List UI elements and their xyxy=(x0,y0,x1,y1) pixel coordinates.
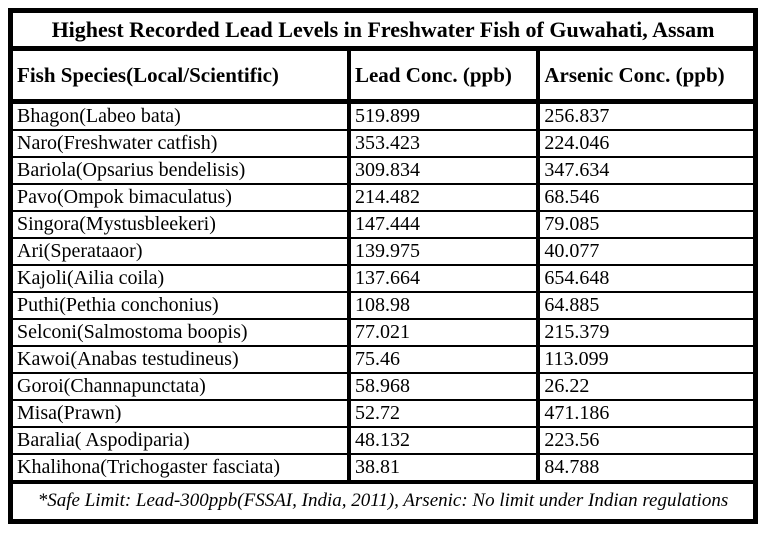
cell-species: Bariola(Opsarius bendelisis) xyxy=(13,157,349,184)
cell-lead: 309.834 xyxy=(349,157,538,184)
safe-limit-footnote: *Safe Limit: Lead-300ppb(FSSAI, India, 2011), Arsenic: No limit under Indian regulations xyxy=(13,480,753,519)
cell-lead: 75.46 xyxy=(349,346,538,373)
column-header-species: Fish Species(Local/Scientific) xyxy=(13,51,349,102)
table-row xyxy=(13,238,753,265)
cell-species: Khalihona(Trichogaster fasciata) xyxy=(13,454,349,480)
cell-arsenic: 223.56 xyxy=(538,427,753,454)
cell-species: Selconi(Salmostoma boopis) xyxy=(13,319,349,346)
cell-lead: 38.81 xyxy=(349,454,538,480)
cell-lead: 52.72 xyxy=(349,400,538,427)
header-row xyxy=(13,51,753,102)
cell-lead: 214.482 xyxy=(349,184,538,211)
table-row xyxy=(13,184,753,211)
cell-arsenic: 64.885 xyxy=(538,292,753,319)
cell-lead: 108.98 xyxy=(349,292,538,319)
table-row xyxy=(13,400,753,427)
table-row xyxy=(13,427,753,454)
table-row xyxy=(13,130,753,157)
table-row xyxy=(13,454,753,480)
table-row xyxy=(13,292,753,319)
cell-species: Baralia( Aspodiparia) xyxy=(13,427,349,454)
cell-species: Singora(Mystusbleekeri) xyxy=(13,211,349,238)
cell-lead: 48.132 xyxy=(349,427,538,454)
column-header-arsenic: Arsenic Conc. (ppb) xyxy=(538,51,753,102)
cell-species: Puthi(Pethia conchonius) xyxy=(13,292,349,319)
cell-arsenic: 347.634 xyxy=(538,157,753,184)
cell-lead: 58.968 xyxy=(349,373,538,400)
cell-lead: 77.021 xyxy=(349,319,538,346)
cell-lead: 147.444 xyxy=(349,211,538,238)
cell-lead: 519.899 xyxy=(349,102,538,131)
cell-lead: 353.423 xyxy=(349,130,538,157)
column-header-lead: Lead Conc. (ppb) xyxy=(349,51,538,102)
data-table xyxy=(13,51,753,480)
cell-lead: 137.664 xyxy=(349,265,538,292)
table-body xyxy=(13,102,753,481)
cell-arsenic: 471.186 xyxy=(538,400,753,427)
table-row xyxy=(13,265,753,292)
cell-arsenic: 215.379 xyxy=(538,319,753,346)
cell-species: Naro(Freshwater catfish) xyxy=(13,130,349,157)
cell-arsenic: 79.085 xyxy=(538,211,753,238)
cell-species: Kajoli(Ailia coila) xyxy=(13,265,349,292)
cell-arsenic: 224.046 xyxy=(538,130,753,157)
table-row xyxy=(13,319,753,346)
cell-species: Bhagon(Labeo bata) xyxy=(17,105,181,127)
table-row xyxy=(13,373,753,400)
table-title: Highest Recorded Lead Levels in Freshwater Fish of Guwahati, Assam xyxy=(13,13,753,51)
lead-levels-table xyxy=(8,8,758,524)
cell-species: Kawoi(Anabas testudineus) xyxy=(13,346,349,373)
cell-species: Ari(Sperataaor) xyxy=(13,238,349,265)
cell-arsenic: 84.788 xyxy=(538,454,753,480)
table-row xyxy=(13,157,753,184)
table-row xyxy=(13,211,753,238)
table-row xyxy=(13,102,753,131)
cell-arsenic: 40.077 xyxy=(538,238,753,265)
table-row xyxy=(13,346,753,373)
cell-arsenic: 654.648 xyxy=(538,265,753,292)
cell-arsenic: 113.099 xyxy=(538,346,753,373)
cell-species: Goroi(Channapunctata) xyxy=(13,373,349,400)
cell-lead: 139.975 xyxy=(349,238,538,265)
cell-species: Pavo(Ompok bimaculatus) xyxy=(13,184,349,211)
cell-species: Misa(Prawn) xyxy=(13,400,349,427)
cell-arsenic: 26.22 xyxy=(538,373,753,400)
cell-arsenic: 256.837 xyxy=(544,105,610,127)
cell-arsenic: 68.546 xyxy=(538,184,753,211)
